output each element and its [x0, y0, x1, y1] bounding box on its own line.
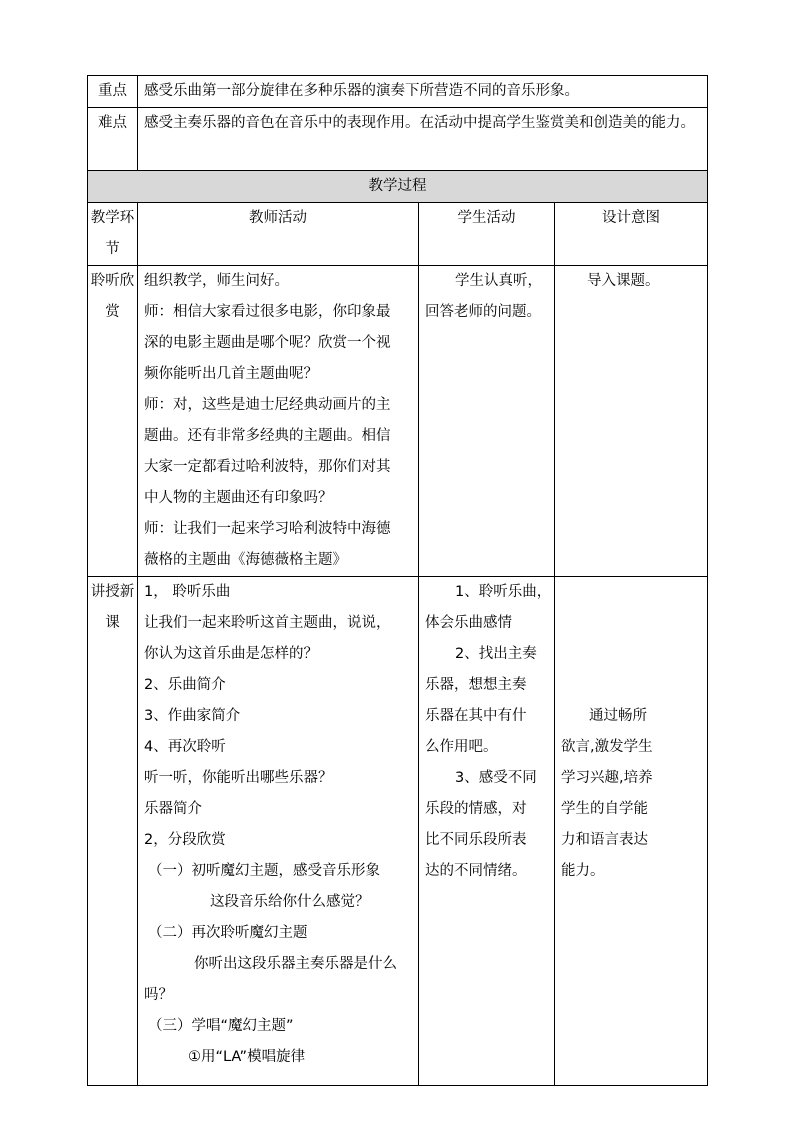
student-line: 1、聆听乐曲， [455, 584, 552, 600]
key-point-row [88, 76, 708, 108]
intent-line: 学习兴趣,培养 [561, 770, 653, 786]
teacher-line: 中人物的主题曲还有印象吗？ [144, 490, 333, 506]
teacher-line: （三）学唱“魔幻主题” [148, 1018, 294, 1034]
student-line: 比不同乐段所表 [425, 832, 527, 848]
teacher-line: 2、乐曲简介 [144, 677, 226, 693]
intent-line: 通过畅所 [589, 708, 647, 724]
student-line: 学生认真听， [455, 273, 542, 289]
teacher-activity-cell [138, 266, 419, 577]
circled-number-icon: ① [188, 1049, 201, 1065]
intent-line: 学生的自学能 [561, 801, 648, 817]
teacher-line: 师：对，这些是迪士尼经典动画片的主 [144, 397, 391, 413]
difficulty-row [88, 108, 708, 171]
stage-row-new-lesson [88, 577, 708, 1086]
design-intent-cell [555, 266, 708, 577]
teacher-line: 这段音乐给你什么感觉？ [210, 894, 370, 910]
teacher-line: 师：相信大家看过很多电影，你印象最 [144, 304, 391, 320]
teacher-line: 大家一定都看过哈利波特，那你们对其 [144, 459, 391, 475]
process-title: 教学过程 [88, 171, 708, 203]
teacher-line: 题曲。还有非常多经典的主题曲。相信 [144, 428, 391, 444]
student-line: 体会乐曲感情 [425, 615, 512, 631]
intent-line: 导入课题。 [587, 273, 660, 289]
teacher-line: 让我们一起来聆听这首主题曲，说说， [144, 615, 391, 631]
intent-line: 力和语言表达 [561, 832, 648, 848]
teacher-line: 听一听，你能听出哪些乐器？ [144, 770, 333, 786]
teacher-line: 4、再次聆听 [144, 739, 226, 755]
teacher-line: 乐器简介 [144, 801, 202, 817]
column-header-row [88, 203, 708, 266]
student-line: 达的不同情绪。 [425, 863, 527, 879]
student-line: 2、找出主奏 [455, 646, 537, 662]
key-point-label: 重点 [88, 76, 138, 108]
student-line: 乐段的情感，对 [425, 801, 527, 817]
teacher-line: 组织教学，师生问好。 [144, 273, 289, 289]
column-header-stage: 教学环节 [88, 203, 138, 266]
teacher-line [144, 1042, 412, 1073]
column-header-intent: 设计意图 [555, 203, 708, 266]
student-activity-cell [419, 577, 555, 1086]
teacher-line: 吗？ [144, 987, 173, 1003]
student-line: 乐器，想想主奏 [425, 677, 527, 693]
stage-name: 讲授新课 [88, 577, 138, 1086]
difficulty-label: 难点 [88, 108, 138, 171]
process-title-row [88, 171, 708, 203]
teacher-line: 你认为这首乐曲是怎样的？ [144, 646, 318, 662]
student-activity-cell [419, 266, 555, 577]
teacher-line: 2，分段欣赏 [144, 832, 226, 848]
teacher-line: （二）再次聆听魔幻主题 [148, 925, 308, 941]
teacher-line: 3、作曲家简介 [144, 708, 241, 724]
key-point-text: 感受乐曲第一部分旋律在多种乐器的演奏下所营造不同的音乐形象。 [138, 76, 708, 108]
design-intent-cell [555, 577, 708, 1086]
lesson-plan-table [87, 75, 708, 1086]
teacher-line: 深的电影主题曲是哪个呢？欣赏一个视 [144, 335, 391, 351]
stage-row-listening [88, 266, 708, 577]
student-line: 3、感受不同 [455, 770, 537, 786]
student-line: 乐器在其中有什 [425, 708, 527, 724]
teacher-line: 你听出这段乐器主奏乐器是什么 [194, 956, 397, 972]
student-line: 么作用吧。 [425, 739, 498, 755]
intent-line: 能力。 [561, 863, 605, 879]
column-header-teacher: 教师活动 [138, 203, 419, 266]
teacher-line: 薇格的主题曲《海德薇格主题》 [144, 552, 347, 568]
teacher-line: 频你能听出几首主题曲呢？ [144, 366, 318, 382]
difficulty-text: 感受主奏乐器的音色在音乐中的表现作用。在活动中提高学生鉴赏美和创造美的能力。 [138, 108, 708, 171]
intent-line: 欲言,激发学生 [561, 739, 653, 755]
teacher-line-text: 用“LA”模唱旋律 [201, 1049, 306, 1065]
student-line: 回答老师的问题。 [425, 304, 541, 320]
column-header-student: 学生活动 [419, 203, 555, 266]
stage-name: 聆听欣赏 [88, 266, 138, 577]
teacher-activity-cell [138, 577, 419, 1086]
teacher-line: （一）初听魔幻主题，感受音乐形象 [148, 863, 380, 879]
teacher-line: 师：让我们一起来学习哈利波特中海德 [144, 521, 391, 537]
teacher-line: 1， 聆听乐曲 [144, 584, 231, 600]
